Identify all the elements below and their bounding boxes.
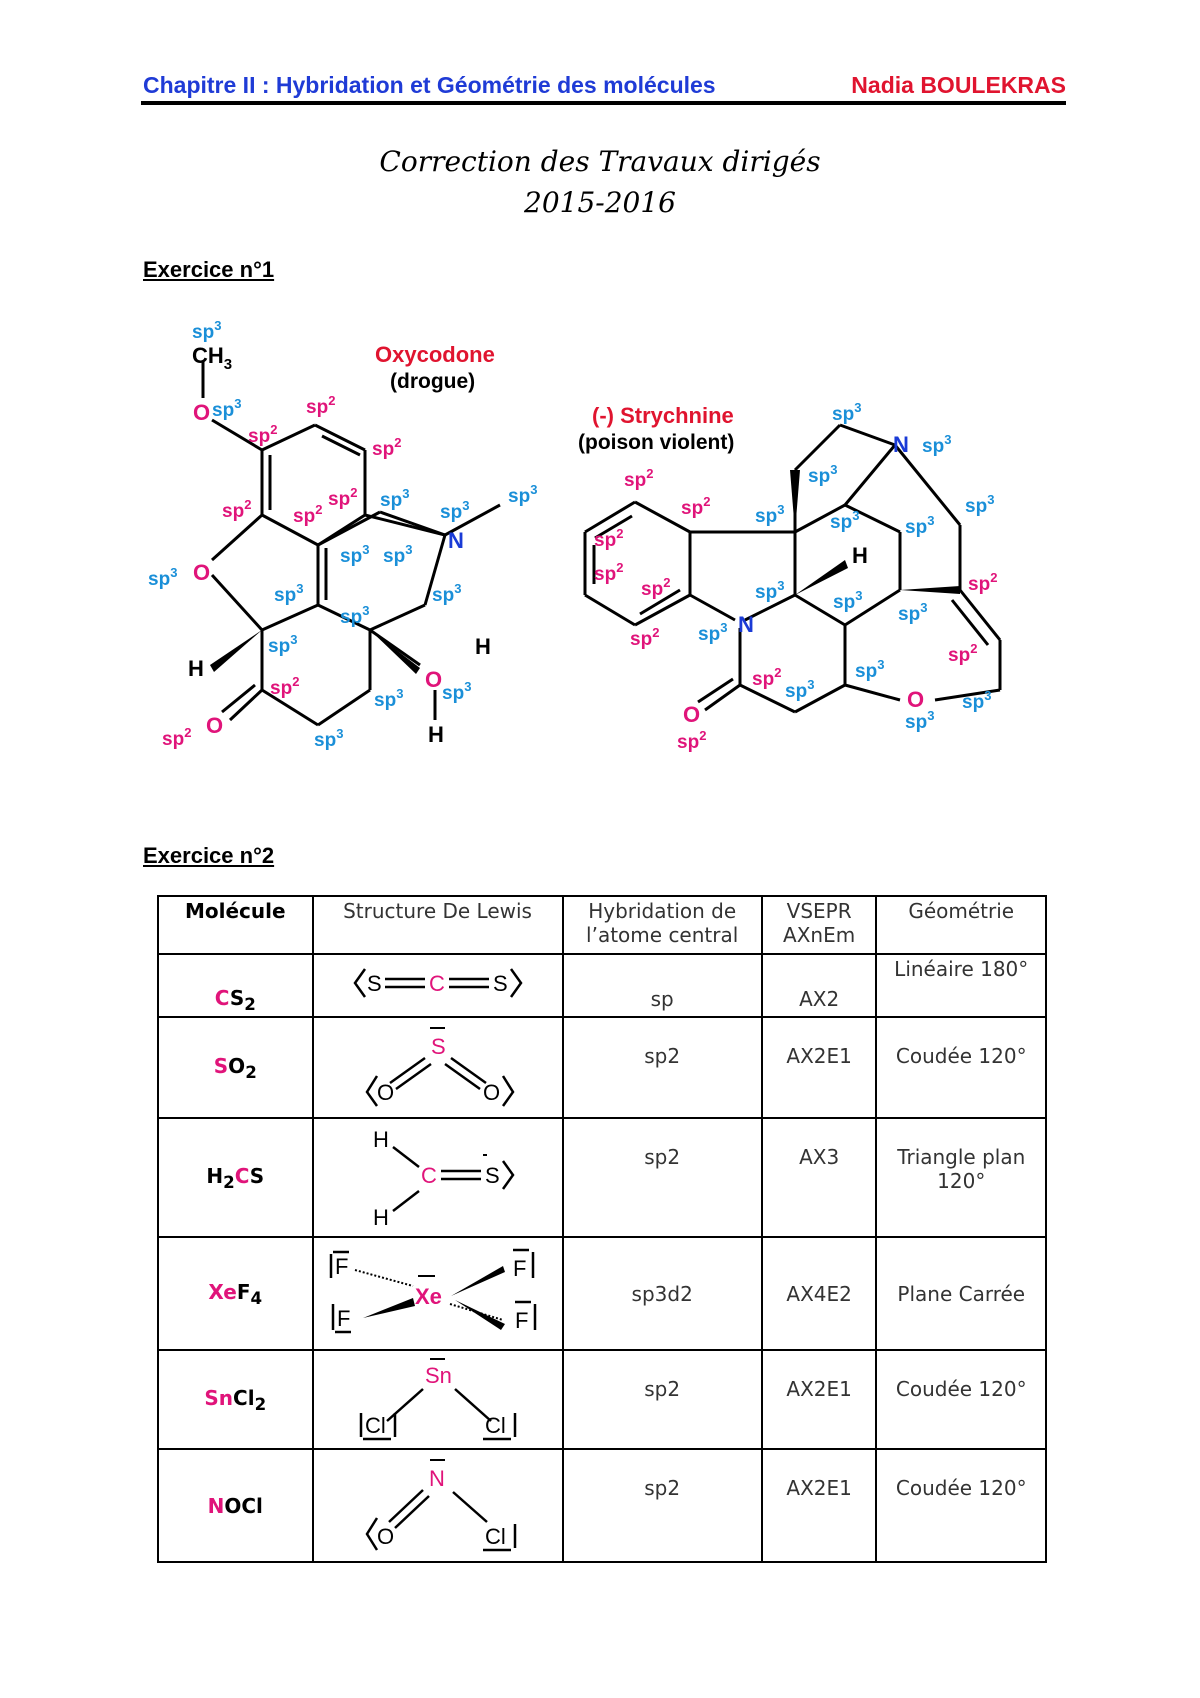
col-header-molecule: Molécule — [158, 896, 313, 954]
str-label-sp2-j: $sp^2$ — [677, 728, 707, 753]
str-label-sp3-m: $sp^3$ — [785, 677, 815, 702]
svg-text:F: F — [514, 1308, 528, 1333]
svg-text:Sn: Sn — [424, 1363, 452, 1388]
str-label-sp3-g: $sp^3$ — [965, 492, 995, 517]
svg-text:Xe: Xe — [414, 1284, 442, 1309]
str-label-sp3-f: $sp^3$ — [905, 513, 935, 538]
oxy-atom-n: N — [448, 528, 464, 553]
oxy-label-sp3-o: $sp^3$ — [314, 726, 344, 751]
geometry-sncl2: Coudée 120° — [876, 1350, 1046, 1449]
svg-text:F: F — [336, 1306, 350, 1331]
oxy-label-sp3-i: $sp^3$ — [274, 581, 304, 606]
oxy-label-sp2-h: $sp^2$ — [162, 725, 192, 750]
svg-text:S: S — [484, 1163, 500, 1188]
vsepr-h2cs: AX3 — [762, 1118, 877, 1237]
svg-text:O: O — [376, 1080, 394, 1105]
col-header-hybridization: Hybridation de l’atome central — [563, 896, 762, 954]
oxy-label-sp3-h: $sp^3$ — [148, 565, 178, 590]
hyb-xef4: sp3d2 — [563, 1237, 762, 1350]
svg-text:N: N — [428, 1466, 445, 1491]
page-subtitle: 2015-2016 — [524, 186, 676, 219]
str-label-sp2-a: $sp^2$ — [624, 466, 654, 491]
oxy-label-sp3-c: $sp^3$ — [380, 486, 410, 511]
exercise2-heading: Exercice n°2 — [143, 843, 275, 868]
oxy-label-sp2-d: $sp^2$ — [222, 497, 252, 522]
table-row — [158, 1237, 1046, 1350]
table-header-row — [158, 896, 1046, 954]
str-atom-n1: N — [893, 432, 909, 457]
molecule-so2: $SO_2$ — [158, 1017, 313, 1118]
col-header-lewis: Structure De Lewis — [313, 896, 563, 954]
geometry-xef4: Plane Carrée — [876, 1237, 1046, 1350]
molecule-h2cs: $H_2CS$ — [158, 1118, 313, 1237]
col-header-vsepr: VSEPR AXnEm — [762, 896, 877, 954]
oxy-atom-o2: O — [193, 560, 211, 585]
strychnine-note: (poison violent) — [578, 431, 735, 454]
str-label-sp2-e: $sp^2$ — [641, 575, 671, 600]
geometry-nocl: Coudée 120° — [876, 1449, 1046, 1562]
oxy-label-sp2-b: $sp^2$ — [248, 422, 278, 447]
oxy-label-sp2-f: $sp^2$ — [328, 485, 358, 510]
svg-text:S: S — [492, 971, 508, 996]
header-rule — [141, 101, 1066, 105]
str-label-sp3-j: $sp^3$ — [898, 600, 928, 625]
strychnine-name: (-) Strychnine — [592, 403, 734, 428]
hyb-so2: sp2 — [563, 1017, 762, 1118]
oxy-label-sp3-j: $sp^3$ — [432, 581, 462, 606]
oxycodone-note: (drogue) — [390, 370, 476, 393]
lewis-nocl — [313, 1449, 563, 1562]
svg-text:Cl: Cl — [364, 1413, 386, 1438]
str-atom-o1: O — [907, 687, 925, 712]
oxy-label-sp3-d: $sp^3$ — [440, 498, 470, 523]
vsepr-sncl2: AX2E1 — [762, 1350, 877, 1449]
oxy-label-sp3-n: $sp^3$ — [374, 686, 404, 711]
svg-text:O: O — [482, 1080, 500, 1105]
str-label-sp2-b: $sp^2$ — [681, 494, 711, 519]
lewis-sncl2 — [313, 1350, 563, 1449]
str-label-sp2-d: $sp^2$ — [594, 560, 624, 585]
header-chapter: Chapitre II : Hybridation et Géométrie des molécules — [143, 72, 716, 98]
geometry-so2: Coudée 120° — [876, 1017, 1046, 1118]
vsepr-xef4: AX4E2 — [762, 1237, 877, 1350]
header-author: Nadia BOULEKRAS — [851, 72, 1066, 98]
oxy-label-sp3-m: $sp^3$ — [442, 679, 472, 704]
str-atom-h: H — [852, 543, 868, 568]
str-label-sp3-i: $sp^3$ — [833, 588, 863, 613]
oxycodone-name: Oxycodone — [375, 342, 495, 367]
str-atom-n2: N — [738, 612, 754, 637]
svg-text:Cl: Cl — [484, 1524, 506, 1549]
oxy-label-sp2-a: $sp^2$ — [306, 393, 336, 418]
str-label-sp3-c: $sp^3$ — [808, 462, 838, 487]
str-label-sp3-b: $sp^3$ — [922, 432, 952, 457]
str-label-sp3-e: $sp^3$ — [830, 508, 860, 533]
svg-text:C: C — [420, 1163, 437, 1188]
str-label-sp2-c: $sp^2$ — [594, 526, 624, 551]
molecule-nocl: NOCl — [158, 1449, 313, 1562]
oxy-atom-h2: H — [475, 634, 491, 659]
exercise2-table — [157, 895, 1047, 1563]
str-label-sp2-g: $sp^2$ — [630, 625, 660, 650]
col-header-geometry: Géométrie — [876, 896, 1046, 954]
str-label-sp3-k: $sp^3$ — [698, 620, 728, 645]
svg-text:H: H — [372, 1205, 389, 1230]
oxy-atom-o3: O — [425, 667, 443, 692]
hyb-cs2: sp — [563, 954, 762, 1017]
oxy-atom-h3: H — [428, 722, 444, 747]
table-row — [158, 1118, 1046, 1237]
oxy-label-sp2-c: $sp^2$ — [372, 435, 402, 460]
svg-text:Cl: Cl — [484, 1413, 506, 1438]
oxy-label-sp3-l: $sp^3$ — [268, 632, 298, 657]
molecule-sncl2: SnCl$_2$ — [158, 1350, 313, 1449]
lewis-xef4 — [313, 1237, 563, 1350]
page-title: Correction des Travaux dirigés — [379, 145, 821, 178]
oxy-label-sp3-f: $sp^3$ — [340, 542, 370, 567]
str-label-sp2-f: $sp^2$ — [968, 570, 998, 595]
geometry-cs2: Linéaire 180° — [876, 954, 1046, 1017]
oxy-label-sp3-b: $sp^3$ — [212, 396, 242, 421]
hyb-nocl: sp2 — [563, 1449, 762, 1562]
hyb-sncl2: sp2 — [563, 1350, 762, 1449]
str-label-sp3-h: $sp^3$ — [755, 578, 785, 603]
oxy-atom-o4: O — [206, 713, 224, 738]
str-label-sp3-d: $sp^3$ — [755, 502, 785, 527]
oxy-label-sp3-a: $sp^3$ — [192, 318, 222, 343]
molecule-cs2: $CS_2$ — [158, 954, 313, 1017]
molecules-figure — [0, 290, 1200, 770]
table-row — [158, 1449, 1046, 1562]
oxy-atom-o1: O — [193, 400, 211, 425]
vsepr-nocl: AX2E1 — [762, 1449, 877, 1562]
str-label-sp2-i: $sp^2$ — [752, 665, 782, 690]
oxy-label-sp2-e: $sp^2$ — [293, 502, 323, 527]
str-label-sp3-a: $sp^3$ — [832, 400, 862, 425]
oxy-label-sp3-k: $sp^3$ — [340, 603, 370, 628]
molecule-xef4: XeF$_4$ — [158, 1237, 313, 1350]
exercise1-heading: Exercice n°1 — [143, 257, 275, 282]
str-label-sp2-h: $sp^2$ — [948, 641, 978, 666]
vsepr-so2: AX2E1 — [762, 1017, 877, 1118]
lewis-cs2 — [313, 954, 563, 1017]
oxy-atom-ch3: $CH_3$ — [192, 343, 233, 373]
vsepr-cs2: AX2 — [762, 954, 877, 1017]
lewis-h2cs — [313, 1118, 563, 1237]
oxy-atom-h1: H — [188, 656, 204, 681]
oxy-label-sp3-g: $sp^3$ — [383, 542, 413, 567]
str-label-sp3-l: $sp^3$ — [855, 657, 885, 682]
geometry-h2cs: Triangle plan 120° — [876, 1118, 1046, 1237]
svg-text:S: S — [430, 1034, 446, 1059]
svg-text:F: F — [512, 1256, 526, 1281]
svg-text:F: F — [334, 1254, 348, 1279]
svg-text:H: H — [372, 1127, 389, 1152]
str-label-sp3-o: $sp^3$ — [905, 708, 935, 733]
str-label-sp3-n: $sp^3$ — [962, 688, 992, 713]
svg-text:C: C — [428, 971, 445, 996]
oxy-label-sp3-e: $sp^3$ — [508, 482, 538, 507]
svg-text:O: O — [376, 1524, 394, 1549]
svg-text:S: S — [366, 971, 382, 996]
table-row — [158, 954, 1046, 1017]
lewis-so2 — [313, 1017, 563, 1118]
table-row — [158, 1350, 1046, 1449]
oxy-label-sp2-g: $sp^2$ — [270, 674, 300, 699]
table-row — [158, 1017, 1046, 1118]
hyb-h2cs: sp2 — [563, 1118, 762, 1237]
str-atom-o2: O — [683, 702, 701, 727]
